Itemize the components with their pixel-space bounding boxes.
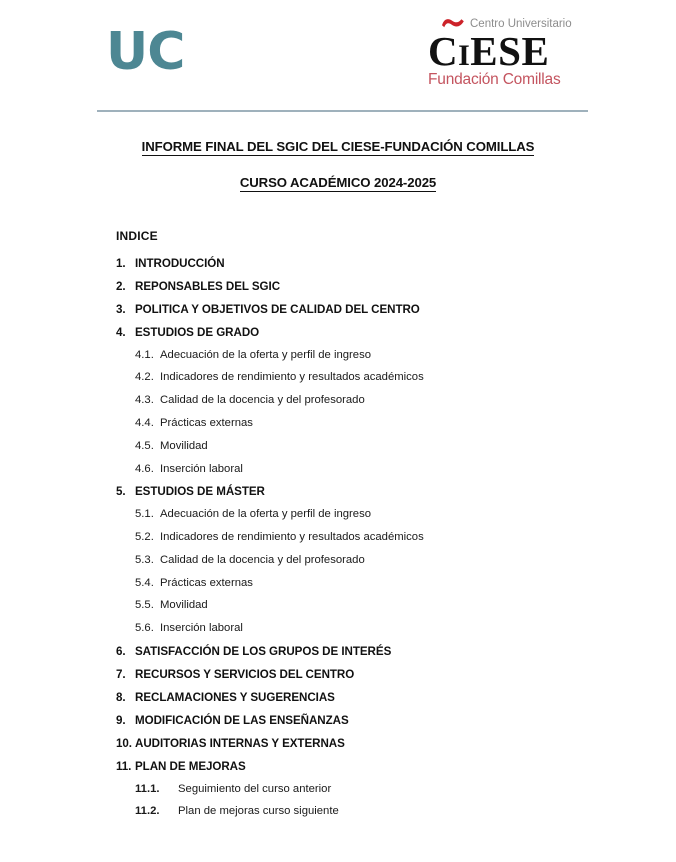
index-sublist xyxy=(116,508,676,635)
index-subitem-number: 4.1. xyxy=(135,348,154,361)
index-item[interactable] xyxy=(116,485,676,498)
index-subitem[interactable] xyxy=(116,531,676,544)
index-subitem-number: 5.4. xyxy=(135,576,154,589)
index-item-label: MODIFICACIÓN DE LAS ENSEÑANZAS xyxy=(135,713,349,727)
index-item[interactable] xyxy=(116,280,676,293)
index-section xyxy=(0,229,676,818)
index-item[interactable] xyxy=(116,737,676,750)
index-item-number: 7. xyxy=(116,667,126,681)
index-subitem[interactable] xyxy=(116,599,676,612)
index-subitem[interactable] xyxy=(116,440,676,453)
index-subitem-number: 4.2. xyxy=(135,371,154,384)
index-list xyxy=(116,257,676,818)
document-title-line-2-text: CURSO ACADÉMICO 2024-2025 xyxy=(239,175,437,190)
index-subitem-number: 5.3. xyxy=(135,553,154,566)
index-subitem[interactable] xyxy=(116,508,676,521)
index-subitem-label: Movilidad xyxy=(160,599,208,612)
index-item-number: 5. xyxy=(116,485,126,499)
index-subitem[interactable] xyxy=(116,554,676,567)
index-subitem-label: Prácticas externas xyxy=(160,576,253,589)
index-item-label: ESTUDIOS DE MÁSTER xyxy=(135,485,265,499)
index-item[interactable] xyxy=(116,714,676,727)
index-subitem[interactable] xyxy=(116,394,676,407)
index-subitem[interactable] xyxy=(116,577,676,590)
index-subitem-label: Calidad de la docencia y del profesorado xyxy=(160,553,365,566)
ciese-centro-universitario-text: Centro Universitario xyxy=(470,17,572,30)
index-subitem-number: 5.2. xyxy=(135,531,154,544)
index-heading: INDICE xyxy=(116,229,158,243)
index-subitem[interactable] xyxy=(116,417,676,430)
index-subitem-label: Plan de mejoras curso siguiente xyxy=(178,805,339,818)
ciese-wordmark-i: I xyxy=(458,39,471,72)
uc-logo: UC xyxy=(106,22,185,82)
document-title-line-1-text: INFORME FINAL DEL SGIC DEL CIESE-FUNDACIÓN COMILLAS xyxy=(141,139,535,154)
ciese-wordmark-c: C xyxy=(428,28,459,74)
index-item-label: RECLAMACIONES Y SUGERENCIAS xyxy=(135,690,335,704)
index-subitem[interactable] xyxy=(116,805,676,818)
document-header xyxy=(97,0,588,110)
index-item-number: 8. xyxy=(116,690,126,704)
index-item-number: 4. xyxy=(116,325,126,339)
index-subitem-number: 11.2. xyxy=(135,805,160,818)
index-item[interactable] xyxy=(116,257,676,270)
ciese-wordmark xyxy=(428,28,588,74)
index-subitem-label: Movilidad xyxy=(160,439,208,452)
index-sublist-wrapper xyxy=(116,783,676,819)
index-subitem[interactable] xyxy=(116,783,676,796)
index-item[interactable] xyxy=(116,645,676,658)
index-item[interactable] xyxy=(116,760,676,773)
ciese-wordmark-ese: ESE xyxy=(470,28,550,74)
index-sublist xyxy=(116,783,676,819)
index-subitem-number: 4.3. xyxy=(135,394,154,407)
ciese-fundacion-comillas-text: Fundación Comillas xyxy=(428,71,561,89)
index-sublist-wrapper xyxy=(116,349,676,476)
index-subitem[interactable] xyxy=(116,622,676,635)
ciese-logo xyxy=(428,17,588,89)
document-title-line-2 xyxy=(0,175,676,192)
index-subitem[interactable] xyxy=(116,371,676,384)
index-subitem-label: Seguimiento del curso anterior xyxy=(178,782,332,795)
index-item-label: POLITICA Y OBJETIVOS DE CALIDAD DEL CENTRO xyxy=(135,302,420,316)
index-subitem-number: 4.6. xyxy=(135,462,154,475)
index-item-label: AUDITORIAS INTERNAS Y EXTERNAS xyxy=(135,736,345,750)
index-subitem-number: 4.5. xyxy=(135,439,154,452)
document-title-block xyxy=(0,139,676,192)
index-subitem[interactable] xyxy=(116,349,676,362)
index-item-number: 11. xyxy=(116,759,132,773)
document-title-line-1 xyxy=(0,139,676,156)
index-item[interactable] xyxy=(116,691,676,704)
index-subitem-number: 5.6. xyxy=(135,622,154,635)
index-subitem-label: Indicadores de rendimiento y resultados académicos xyxy=(160,371,424,384)
index-subitem-label: Inserción laboral xyxy=(160,622,243,635)
index-subitem-number: 5.1. xyxy=(135,508,154,521)
index-sublist xyxy=(116,349,676,476)
index-item-number: 6. xyxy=(116,644,126,658)
index-item-label: PLAN DE MEJORAS xyxy=(135,759,246,773)
index-subitem-label: Prácticas externas xyxy=(160,417,253,430)
index-item[interactable] xyxy=(116,668,676,681)
index-subitem-label: Adecuación de la oferta y perfil de ingreso xyxy=(160,348,372,361)
index-item-number: 1. xyxy=(116,257,126,270)
index-item-label: SATISFACCIÓN DE LOS GRUPOS DE INTERÉS xyxy=(135,644,392,658)
header-divider xyxy=(97,110,588,112)
index-item-label: INTRODUCCIÓN xyxy=(135,257,225,270)
index-item-label: ESTUDIOS DE GRADO xyxy=(135,325,260,339)
index-subitem-label: Inserción laboral xyxy=(160,462,243,475)
index-item-label: RECURSOS Y SERVICIOS DEL CENTRO xyxy=(135,667,355,681)
index-subitem-label: Indicadores de rendimiento y resultados académicos xyxy=(160,531,424,544)
index-item-number: 3. xyxy=(116,302,126,316)
index-subitem-number: 5.5. xyxy=(135,599,154,612)
index-item-number: 2. xyxy=(116,279,126,293)
index-subitem-label: Adecuación de la oferta y perfil de ingreso xyxy=(160,508,372,521)
index-item-number: 9. xyxy=(116,713,126,727)
index-sublist-wrapper xyxy=(116,508,676,635)
index-subitem-number: 4.4. xyxy=(135,417,154,430)
index-item-label: REPONSABLES DEL SGIC xyxy=(135,279,281,293)
index-subitem-number: 11.1. xyxy=(135,782,160,795)
index-subitem[interactable] xyxy=(116,463,676,476)
index-item[interactable] xyxy=(116,326,676,339)
index-item-number: 10. xyxy=(116,736,132,750)
index-item[interactable] xyxy=(116,303,676,316)
index-subitem-label: Calidad de la docencia y del profesorado xyxy=(160,394,365,407)
